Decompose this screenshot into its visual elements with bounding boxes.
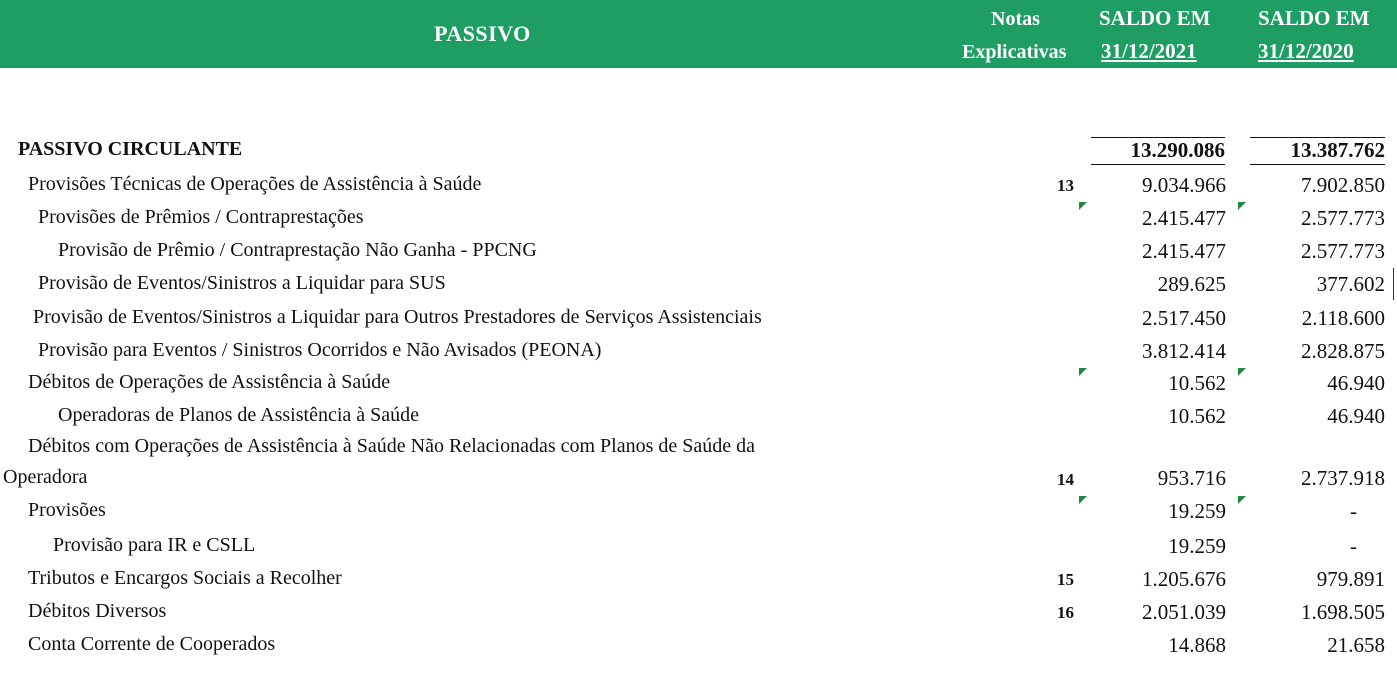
- row-value-2021: 2.051.039: [1142, 600, 1226, 624]
- header-title: PASSIVO: [434, 21, 531, 46]
- section-row: [0, 137, 1397, 170]
- table-row: [0, 339, 1397, 372]
- row-label: Débitos de Operações de Assistência à Saúde: [28, 371, 391, 393]
- row-label: Débitos Diversos: [28, 600, 167, 622]
- row-value-2020: 2.828.875: [1301, 339, 1385, 363]
- row-label: Provisão para Eventos / Sinistros Ocorridos e Não Avisados (PEONA): [38, 339, 602, 361]
- header-col-2020-label: SALDO EM: [1258, 6, 1370, 30]
- row-note: 13: [1057, 176, 1074, 195]
- section-value-2021: 13.290.086: [1130, 138, 1225, 162]
- header-col-2021-date: 31/12/2021: [1101, 39, 1197, 63]
- row-value-2020: 46.940: [1327, 371, 1385, 395]
- row-value-2020: -: [1350, 534, 1357, 558]
- header-notes-label: Notas: [991, 8, 1040, 30]
- row-note: 16: [1057, 603, 1074, 622]
- table-row: [0, 567, 1397, 600]
- row-label: Provisões Técnicas de Operações de Assistência à Saúde: [28, 173, 482, 195]
- table-row: [0, 306, 1397, 339]
- row-label: Provisão para IR e CSLL: [53, 534, 256, 556]
- row-value-2020: 979.891: [1316, 567, 1385, 591]
- cell-comment-marker-icon: [1079, 496, 1087, 504]
- row-label: Provisão de Eventos/Sinistros a Liquidar para SUS: [38, 272, 446, 294]
- table-row: [0, 600, 1397, 633]
- header-notes-label-2: Explicativas: [962, 41, 1067, 63]
- row-value-2021: 10.562: [1168, 371, 1226, 395]
- table-row: [0, 534, 1397, 567]
- cell-comment-marker-icon: [1238, 496, 1246, 504]
- table-row: [0, 206, 1397, 239]
- row-value-2021: 2.517.450: [1142, 306, 1226, 330]
- cell-comment-marker-icon: [1079, 202, 1087, 210]
- row-label: Provisões de Prêmios / Contraprestações: [38, 206, 364, 228]
- row-value-2021: 3.812.414: [1142, 339, 1226, 363]
- row-value-2021: 2.415.477: [1142, 239, 1226, 263]
- row-value-2020: 1.698.505: [1301, 600, 1385, 624]
- table-row: [0, 633, 1397, 666]
- row-value-2021: 14.868: [1168, 633, 1226, 657]
- row-label-continuation: Operadora: [3, 466, 88, 488]
- row-value-2021: 953.716: [1157, 466, 1226, 490]
- row-label: Operadoras de Planos de Assistência à Saúde: [58, 404, 420, 426]
- row-label: Conta Corrente de Cooperados: [28, 633, 276, 655]
- row-value-2021: 19.259: [1168, 499, 1226, 523]
- row-value-2020: 377.602: [1316, 272, 1385, 296]
- row-label: Débitos com Operações de Assistência à Saúde Não Relacionadas com Planos de Saúde da: [28, 435, 756, 457]
- row-note: 14: [1057, 470, 1074, 489]
- row-value-2020: 46.940: [1327, 404, 1385, 428]
- cell-comment-marker-icon: [1079, 368, 1087, 376]
- header-col-2021-label: SALDO EM: [1099, 6, 1211, 30]
- row-label: Provisões: [28, 499, 106, 521]
- row-value-2020: 21.658: [1327, 633, 1385, 657]
- row-value-2021: 2.415.477: [1142, 206, 1226, 230]
- section-label: PASSIVO CIRCULANTE: [18, 138, 243, 160]
- table-header: [0, 0, 1397, 68]
- table-row: [0, 239, 1397, 272]
- cell-comment-marker-icon: [1238, 202, 1246, 210]
- row-value-2021: 10.562: [1168, 404, 1226, 428]
- cell-comment-marker-icon: [1238, 368, 1246, 376]
- table-row: [0, 371, 1397, 404]
- row-note: 15: [1057, 570, 1074, 589]
- table-row: [0, 435, 1397, 499]
- row-value-2020: 2.577.773: [1301, 239, 1385, 263]
- row-value-2021: 9.034.966: [1142, 173, 1226, 197]
- row-value-2020: 2.577.773: [1301, 206, 1385, 230]
- row-label: Tributos e Encargos Sociais a Recolher: [28, 567, 342, 589]
- row-value-2021: 289.625: [1157, 272, 1226, 296]
- section-value-2020: 13.387.762: [1290, 138, 1385, 162]
- row-label: Provisão de Eventos/Sinistros a Liquidar para Outros Prestadores de Serviços Assistenciais: [33, 306, 762, 328]
- row-value-2021: 19.259: [1168, 534, 1226, 558]
- row-label: Provisão de Prêmio / Contraprestação Não Ganha - PPCNG: [58, 239, 537, 261]
- row-value-2021: 1.205.676: [1142, 567, 1226, 591]
- row-value-2020: 7.902.850: [1301, 173, 1385, 197]
- table-row: [0, 404, 1397, 437]
- table-row: [0, 499, 1397, 532]
- header-col-2020-date: 31/12/2020: [1258, 39, 1354, 63]
- row-value-2020: -: [1350, 499, 1357, 523]
- row-value-2020: 2.737.918: [1301, 466, 1385, 490]
- table-row: [0, 272, 1397, 305]
- cell-cursor-bar: [1393, 268, 1394, 300]
- row-value-2020: 2.118.600: [1301, 306, 1385, 330]
- table-row: [0, 173, 1397, 206]
